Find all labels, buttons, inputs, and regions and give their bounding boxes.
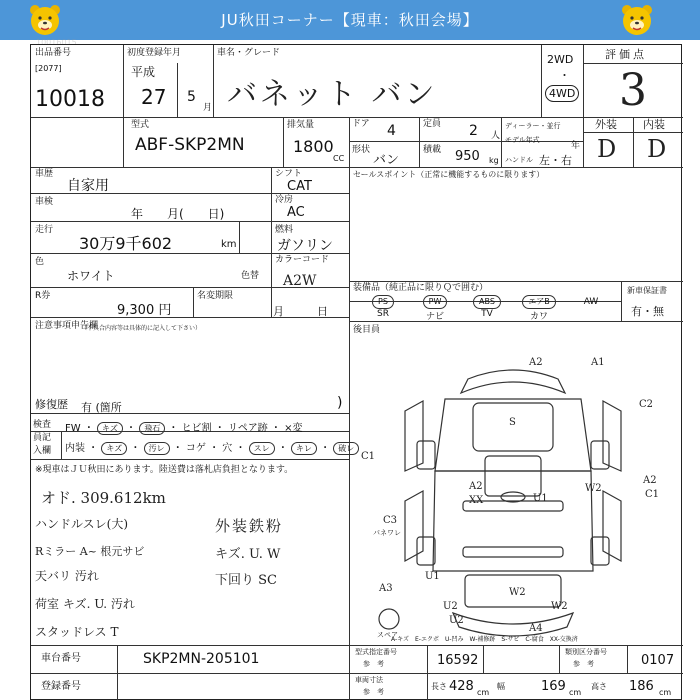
size-sub: 参 考 [363, 688, 384, 696]
name-change-deadline: 月 日 [273, 305, 328, 318]
displacement-unit: CC [333, 154, 345, 163]
svg-text:A4: A4 [529, 623, 543, 634]
height-value: 186 [629, 679, 654, 694]
rear-seat-label: 後目員 [353, 325, 381, 335]
top-fragment: 10016015 [36, 38, 77, 47]
exterior-label: 外装 [595, 118, 617, 131]
inspection-date: 年 月( 日) [131, 207, 225, 221]
auction-sheet: 出品番号 [2077] 10018 初度登録年月 平成 27 5 月 車名・グレード バネット バン 2WD ・ 4WD 評価点 3 型式 ABF-SKP2MN 排気量 1800 CC ドア 4 定員 2 人 ディーラー・並行 形状 バン 積載 950 kg モデル年式 年 ハンドル 左・右 外装 内装 D D 車歴 自家用 シフト CAT 車検 年 月( 日) 冷房 AC 走行 30万9千602 km 燃料 ガソリン 色 ホワイト カラーコード 色替 A2W R券 9,300 円 名変期限 月 日 注意事項申告欄 （不具合内容等は具体的に記入して下さい） 修復歴 有 (箇所 ) 検査員記入欄 FW ・ キズ ・ 飛石 ・ ヒビ割 ・ リペア跡 ・ ×変 内装 ・ キズ ・ 汚レ ・ コゲ ・ 穴 ・ スレ ・ キレ ・ 破レ ※現車はＪＵ秋田にあります。陸送費は落札店負担となります。 オド. 309.612km ハンドルスレ(大) Rミラー A~ 根元サビ 天バリ 汚れ 荷室 キズ. U. 汚れ スタッドレス T 外装鉄粉 キズ. U. W 下回り SC セールスポイント（正常に機能するものに限ります） 装備品（純正品に限りＱで囲む） PS PW ABS エアB AW SR ナビ TV カワ 新車保証書 有・無 後目員 A2 A1 S C2 C1 A2 XX U1 W2 A2 C1 C3 パネワレ U1 W2 A3 U2 W2 U2 A4 スペア A-キズ E-エクボ U-凹み W-補修跡 S-サビ C-腐食 XX-交換済 車台番号 SKP2MN-205101 登録番号 型式指定番号 参 考 16592 類別区分番号 参 考 0107 車両寸法 参 考 長さ 428 cm 幅 169 cm 高さ 186 cm [30, 44, 682, 700]
svg-text:C2: C2 [639, 399, 654, 410]
exterior-grade: D [597, 135, 617, 163]
history-label: 車歴 [35, 169, 54, 179]
remark-ceiling: 天バリ 汚れ [35, 569, 99, 583]
color-label: 色 [35, 257, 45, 267]
svg-text:W2: W2 [585, 483, 602, 494]
lot-subnumber: [2077] [35, 64, 62, 73]
vehicle-damage-diagram [353, 351, 679, 641]
remark-underbody: 下回り SC [215, 573, 277, 588]
model-label: 型式 [131, 120, 150, 130]
equip-navi: ナビ [425, 312, 444, 322]
capacity-unit: 人 [491, 131, 501, 141]
banner-title: JU秋田コーナー【現車：秋田会場】 [221, 11, 479, 29]
svg-text:U1: U1 [533, 493, 548, 504]
score-label: 評価点 [605, 48, 647, 61]
drive-2wd: 2WD [547, 53, 574, 66]
lot-number: 10018 [35, 87, 105, 112]
mileage-unit: km [221, 239, 237, 250]
svg-text:C1: C1 [645, 489, 660, 500]
month-unit: 月 [203, 103, 213, 113]
equip-abs: ABS [461, 295, 513, 309]
equipment-label: 装備品（純正品に限りＱで囲む） [353, 283, 489, 293]
doors: 4 [387, 123, 396, 139]
remark-iron-powder: 外装鉄粉 [215, 517, 284, 535]
color-code-label: カラーコード [275, 255, 330, 265]
length-unit: cm [477, 688, 490, 697]
car-name-label: 車名・グレード [217, 48, 281, 58]
car-name: バネット バン [227, 77, 438, 112]
interior-label: 内装 [643, 118, 665, 131]
registration-year: 27 [141, 85, 167, 109]
repair-value: 有 (箇所 [81, 401, 122, 414]
equip-tv: TV [481, 309, 493, 319]
equip-pw: PW [409, 295, 461, 309]
svg-text:パネワレ: パネワレ [373, 529, 401, 537]
length-value: 428 [449, 679, 474, 694]
svg-text:XX: XX [469, 495, 484, 506]
notes-label: 注意事項申告欄 [35, 321, 99, 331]
remark-scratches: キズ. U. W [215, 547, 281, 562]
evaluation-score: 3 [619, 65, 647, 116]
svg-text:C3: C3 [383, 515, 398, 526]
category-sub: 参 考 [573, 660, 594, 668]
equip-leather: カワ [529, 312, 548, 322]
size-label: 車両寸法 [355, 676, 383, 684]
disclaimer: ※現車はＪＵ秋田にあります。陸送費は落札店負担となります。 [35, 465, 294, 475]
load-unit: kg [489, 156, 499, 165]
color-code: A2W [283, 273, 317, 289]
svg-text:スペア: スペア [377, 631, 398, 639]
bear-mascot-icon [620, 3, 654, 37]
displacement: 1800 [293, 137, 334, 156]
remark-studless: スタッドレス T [35, 625, 119, 639]
designation-label: 型式指定番号 [355, 648, 397, 656]
damage-legend: A-キズ E-エクボ U-凹み W-補修跡 S-サビ C-腐食 XX-交換済 [391, 636, 578, 643]
inspection-label: 車検 [35, 197, 54, 207]
chassis-label: 車台番号 [41, 653, 81, 664]
chassis-number: SKP2MN-205101 [143, 651, 260, 667]
svg-text:U2: U2 [443, 601, 458, 612]
equip-ps: PS [357, 295, 409, 309]
recycle-fee: 9,300 円 [117, 303, 172, 318]
inspector-row-exterior: FW ・ キズ ・ 飛石 ・ ヒビ割 ・ リペア跡 ・ ×変 [65, 423, 303, 434]
displacement-label: 排気量 [287, 120, 315, 130]
shift-label: シフト [275, 169, 303, 179]
svg-text:A2: A2 [469, 481, 483, 492]
remark-cargo: 荷室 キズ. U. 汚れ [35, 597, 135, 611]
height-label: 高さ [591, 682, 607, 691]
fuel-label: 燃料 [275, 225, 294, 235]
usage-history: 自家用 [67, 178, 109, 194]
first-registration-label: 初度登録年月 [127, 48, 182, 58]
svg-text:W2: W2 [551, 601, 568, 612]
remark-odometer: オド. 309.612km [41, 489, 166, 507]
recycle-label: R券 [35, 291, 51, 301]
body-color: ホワイト [67, 269, 115, 283]
svg-text:A2: A2 [529, 357, 543, 368]
category-number: 0107 [641, 653, 675, 668]
lot-label: 出品番号 [35, 48, 72, 58]
body-shape: バン [373, 153, 400, 168]
length-label: 長さ [431, 682, 447, 691]
interior-grade: D [647, 135, 667, 163]
designation-number: 16592 [437, 653, 479, 668]
registration-month: 5 [187, 89, 196, 105]
mileage-label: 走行 [35, 225, 54, 235]
drive-4wd-circled: 4WD [545, 85, 579, 102]
designation-sub: 参 考 [363, 660, 384, 668]
sales-points-label: セールスポイント（正常に機能するものに限ります） [353, 170, 545, 179]
ac-label: 冷房 [275, 195, 294, 205]
equip-airbag: エアB [513, 295, 565, 309]
inspector-row-interior: 内装 ・ キズ ・ 汚レ ・ コゲ ・ 穴 ・ スレ ・ キレ ・ 破レ [65, 439, 359, 455]
air-conditioning: AC [287, 205, 305, 220]
handle-label: ハンドル [505, 156, 533, 164]
svg-text:C1: C1 [361, 451, 376, 462]
handle: 左・右 [539, 154, 572, 167]
bear-mascot-icon [28, 3, 62, 37]
doors-label: ドア [352, 119, 370, 129]
shape-label: 形状 [352, 145, 371, 155]
model-code: ABF-SKP2MN [135, 135, 245, 155]
svg-text:W2: W2 [509, 587, 526, 598]
svg-text:U1: U1 [425, 571, 440, 582]
color-change-label: 色替 [241, 271, 260, 281]
load-label: 積載 [423, 145, 442, 155]
capacity-label: 定員 [423, 119, 442, 129]
capacity: 2 [469, 123, 478, 139]
registration-label: 登録番号 [41, 681, 81, 692]
category-label: 類別区分番号 [565, 648, 607, 656]
fuel-type: ガソリン [277, 238, 333, 254]
warranty-label: 新車保証書 [627, 286, 667, 295]
remark-mirror: Rミラー A~ 根元サビ [35, 545, 145, 558]
equip-sr: SR [377, 309, 389, 319]
load-capacity: 950 [455, 149, 480, 164]
width-unit: cm [569, 688, 582, 697]
svg-text:S: S [509, 417, 516, 428]
svg-text:A2: A2 [643, 475, 657, 486]
warranty: 有・無 [631, 305, 664, 318]
transmission: CAT [287, 179, 312, 194]
remark-handle: ハンドルスレ(大) [35, 517, 129, 531]
notes-sublabel: （不具合内容等は具体的に記入して下さい） [81, 325, 202, 332]
model-year-label: モデル年式 [505, 136, 540, 144]
mileage: 30万9千602 [79, 234, 173, 253]
inspector-label: 検査員記入欄 [33, 420, 52, 456]
name-change-label: 名変期限 [197, 291, 234, 301]
svg-text:A3: A3 [379, 583, 393, 594]
svg-text:A1: A1 [591, 357, 605, 368]
repair-label: 修復歴 [35, 398, 68, 411]
model-year-unit: 年 [571, 141, 581, 151]
height-unit: cm [659, 688, 672, 697]
equip-aw: AW [583, 297, 599, 307]
dealer-label: ディーラー・並行 [505, 122, 561, 130]
svg-text:U2: U2 [449, 615, 464, 626]
width-value: 169 [541, 679, 566, 694]
width-label: 幅 [497, 682, 505, 691]
era: 平成 [131, 65, 156, 79]
drive-separator: ・ [559, 69, 570, 82]
